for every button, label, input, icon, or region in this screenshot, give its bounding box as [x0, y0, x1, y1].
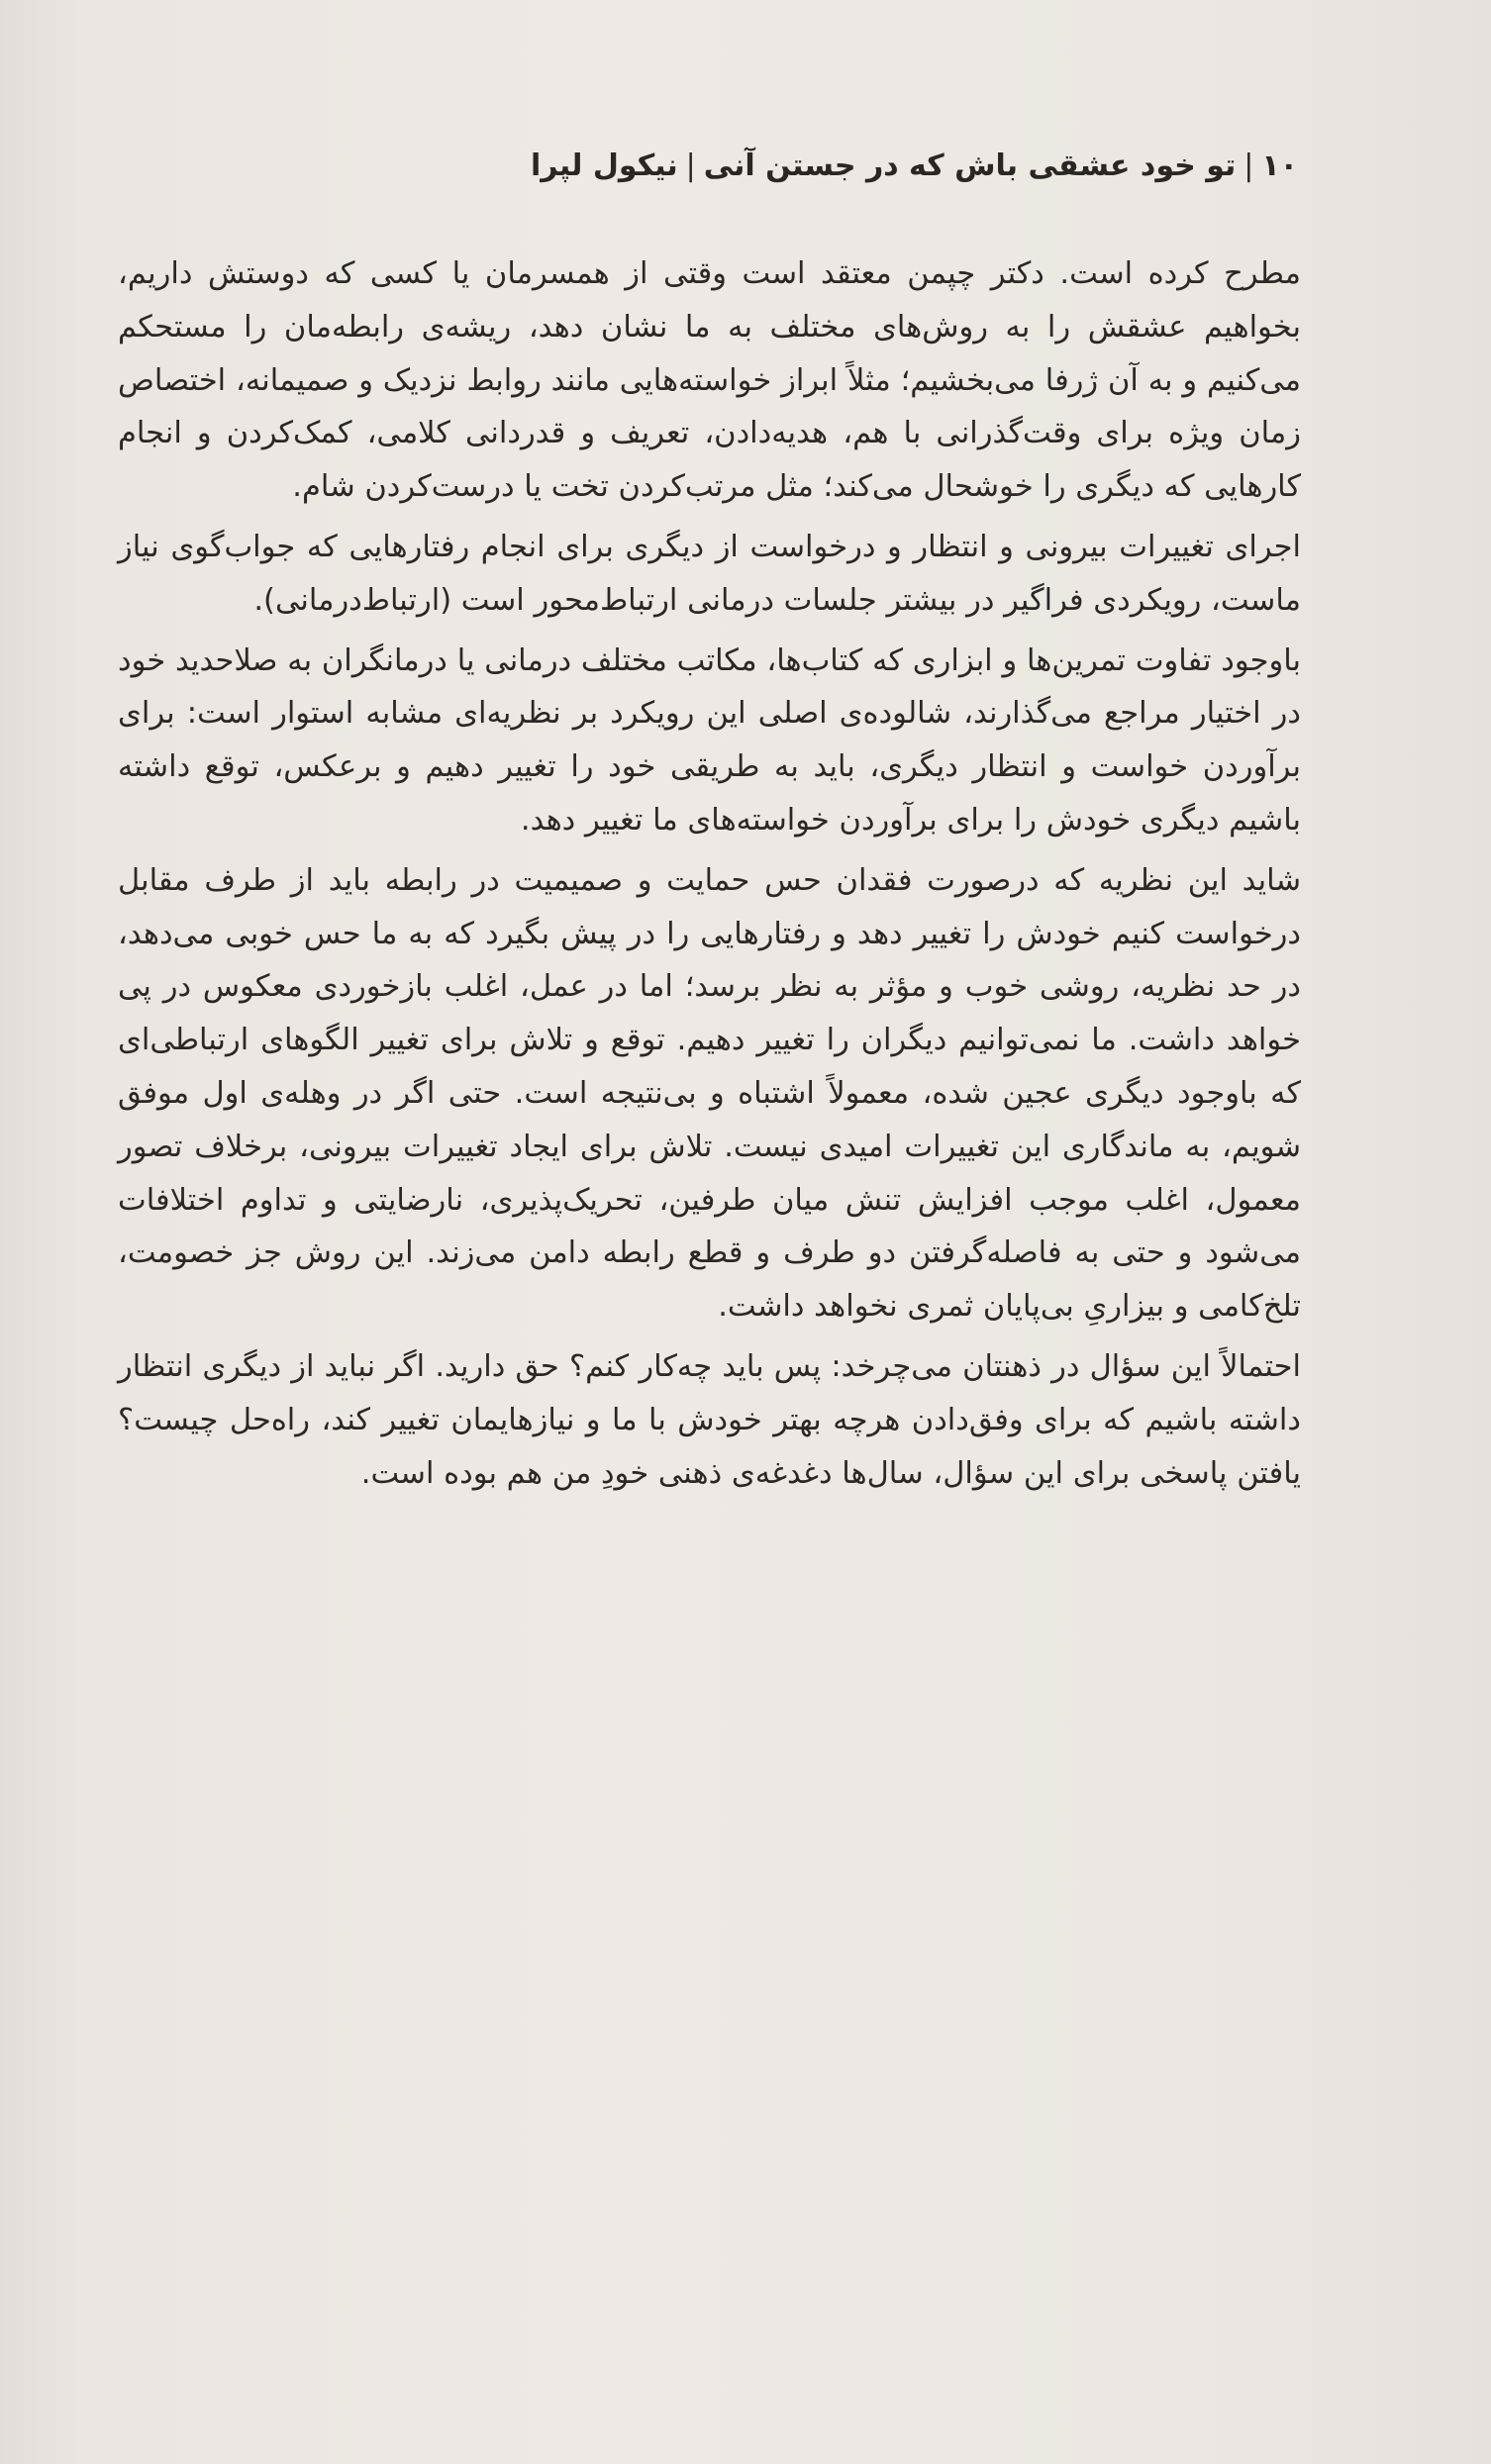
body-text — [118, 247, 1301, 1507]
header-separator: | — [685, 148, 696, 183]
book-title: تو خود عشقی باش که در جستن آنی — [703, 148, 1237, 183]
author-name: نیکول لپرا — [530, 148, 678, 183]
page-number: ۱۰ — [1261, 148, 1298, 183]
header-separator: | — [1243, 148, 1254, 183]
paragraph-2: اجرای تغییرات بیرونی و انتظار و درخواست از دیگری برای انجام رفتارهایی که جواب‌گوی نیاز ماست، رویکردی فراگیر در بیشتر جلسات درمانی ارتباط‌محور است (ارتباط‌درمانی). — [118, 529, 1301, 618]
paragraph-4: شاید این نظریه که درصورت فقدان حس حمایت و صمیمیت در رابطه باید از طرف مقابل درخواست کنیم خودش را تغییر دهد و رفتارهایی را در پیش بگیرد که به ما حس خوبی می‌دهد، در حد نظریه، روشی خوب و مؤثر به نظر برسد؛ اما در عمل، اغلب بازخوردی معکوس در پی خواهد داشت. ما نمی‌توانیم دیگران را تغییر دهیم. توقع و تلاش برای تغییر الگوهای ارتباطی‌ای که باوجود دیگری عجین شده، معمولاً اشتباه و بی‌نتیجه است. حتی اگر در وهله‌ی اول موفق شویم، به ماندگاری این تغییرات امیدی نیست. تلاش برای ایجاد تغییرات بیرونی، برخلاف تصور معمول، اغلب موجب افزایش تنش میان طرفین، تحریک‌پذیری، نارضایتی و تداوم اختلافات می‌شود و حتی به فاصله‌گرفتن دو طرف و قطع رابطه دامن می‌زند. این روش جز خصومت، تلخ‌کامی و بیزاریِ بی‌پایان ثمری نخواهد داشت. — [118, 862, 1301, 1325]
paragraph-3: باوجود تفاوت تمرین‌ها و ابزاری که کتاب‌ها، مکاتب مختلف درمانی یا درمانگران به صلاحدید خود در اختیار مراجع می‌گذارند، شالوده‌ی اصلی این رویکرد بر نظریه‌ای مشابه استوار است: برای برآوردن خواست و انتظار دیگری، باید به طریقی خود را تغییر دهیم و برعکس، توقع داشته باشیم دیگری خودش را برای برآوردن خواسته‌های ما تغییر دهد. — [118, 642, 1301, 838]
running-header — [531, 148, 1298, 183]
paragraph-1: مطرح کرده است. دکتر چپمن معتقد است وقتی از همسرمان یا کسی که دوستش داریم، بخواهیم عشقش را به روش‌های مختلف به ما نشان دهد، ریشه‌ی رابطه‌مان را مستحکم می‌کنیم و به آن ژرفا می‌بخشیم؛ مثلاً ابراز خواسته‌هایی مانند روابط نزدیک و صمیمانه، اختصاص زمان ویژه برای وقت‌گذرانی با هم، هدیه‌دادن، تعریف و قدردانی کلامی، کمک‌کردن و انجام کارهایی که دیگری را خوشحال می‌کند؛ مثل مرتب‌کردن تخت یا درست‌کردن شام. — [118, 256, 1301, 505]
paragraph-5: احتمالاً این سؤال در ذهنتان می‌چرخد: پس باید چه‌کار کنم؟ حق دارید. اگر نباید از دیگری انتظار داشته باشیم که برای وفق‌دادن هرچه بهتر خودش با ما و نیازهایمان تغییر کند، راه‌حل چیست؟ یافتن پاسخی برای این سؤال، سال‌ها دغدغه‌ی ذهنی خودِ من هم بوده است. — [118, 1348, 1301, 1491]
